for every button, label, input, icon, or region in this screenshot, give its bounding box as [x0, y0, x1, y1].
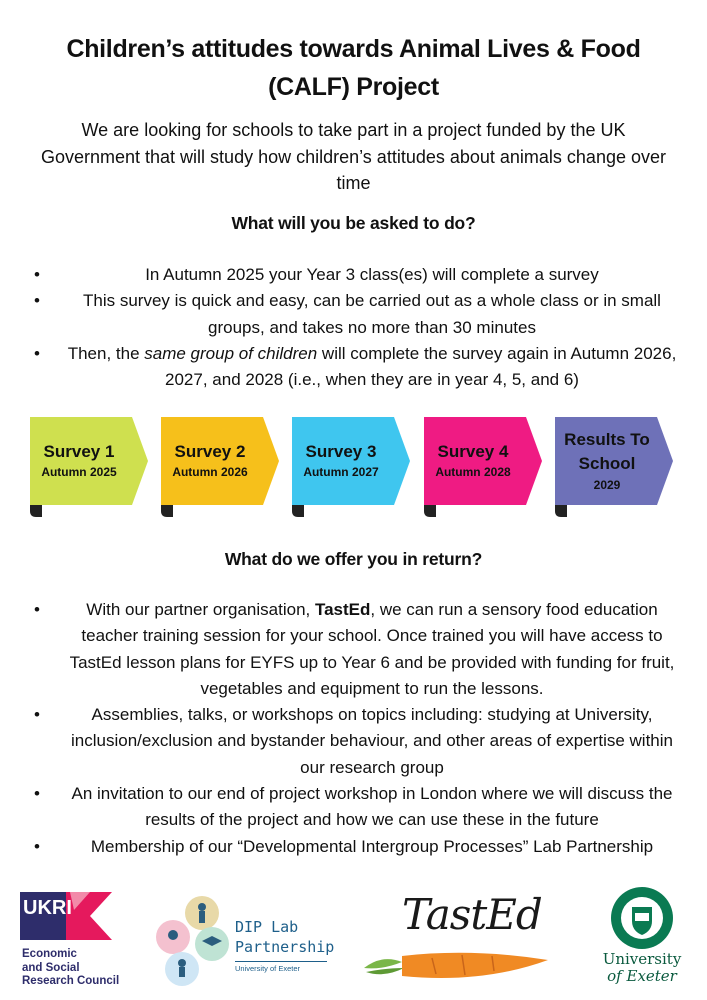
carrot-icon [362, 940, 552, 990]
step-title: Results To School [564, 430, 650, 473]
timeline-step-3 [288, 417, 410, 517]
exeter-logo [590, 885, 700, 995]
step-title: Survey 1 [43, 442, 115, 461]
section-heading-offer: What do we offer you in return? [224, 549, 483, 569]
tasted-logo [362, 890, 552, 990]
dip-university: University of Exeter [235, 961, 327, 973]
dip-lab-logo [155, 895, 335, 995]
list-item: • With our partner organisation, TastEd, we can run a sensory food education teacher training session for your school. Once trained you will have access to TastEd lesson plans for EYFS up to Year 6 and be provided with funding for fruit, vegetables and equipment to run the lessons. [24, 597, 684, 702]
esrc-name: Economic and Social Research Council [22, 948, 120, 987]
intro-text: We are looking for schools to take part in a project funded by the UK Government that will study how children’s attitudes about animals change over time [40, 120, 666, 193]
ukri-mark-icon [20, 890, 140, 946]
emphasis-text: same group of children [144, 343, 318, 363]
dip-name: DIP Lab Partnership [235, 918, 335, 956]
bullet-icon: • [34, 705, 40, 725]
bullet-icon: • [34, 343, 40, 363]
step-date: Autumn 2025 [41, 465, 117, 479]
banner-fold [555, 505, 567, 517]
list-item: • This survey is quick and easy, can be carried out as a whole class or in small groups, and takes no more than 30 minutes [24, 288, 684, 341]
timeline-step-1 [26, 417, 148, 517]
banner-fold [292, 505, 304, 517]
exeter-crest-icon [602, 885, 682, 951]
timeline-step-5 [551, 417, 673, 517]
ukri-esrc-logo [20, 890, 140, 990]
timeline-step-4 [420, 417, 542, 517]
step-date: Autumn 2027 [303, 465, 379, 479]
tasks-list [24, 262, 684, 393]
bullet-icon: • [34, 291, 40, 311]
page-title: Children’s attitudes towards Animal Lives & Food (CALF) Project [66, 35, 641, 101]
step-date: Autumn 2026 [172, 465, 248, 479]
bullet-icon: • [34, 265, 40, 284]
step-title: Survey 3 [305, 442, 377, 461]
ukri-mark-text: UKRI [23, 897, 72, 919]
step-date: 2029 [593, 478, 621, 492]
section-heading-tasks: What will you be asked to do? [231, 213, 476, 233]
banner-fold [30, 505, 42, 517]
tasted-wordmark: TastEd [402, 890, 542, 939]
step-date: Autumn 2028 [435, 465, 511, 479]
list-item: • Then, the same group of children will complete the survey again in Autumn 2026, 2027, and 2028 (i.e., when they are in year 4, 5, and 6) [24, 341, 684, 394]
banner-fold [161, 505, 173, 517]
step-title: Survey 4 [437, 442, 509, 461]
offer-list [24, 597, 684, 860]
list-item: • Membership of our “Developmental Intergroup Processes” Lab Partnership [24, 834, 684, 860]
step-title: Survey 2 [174, 442, 246, 461]
bullet-icon: • [34, 836, 40, 856]
list-item: • Assemblies, talks, or workshops on topics including: studying at University, inclusion/exclusion and bystander behaviour, and other areas of expertise within our research group [24, 702, 684, 781]
timeline-step-2 [157, 417, 279, 517]
banner-fold [424, 505, 436, 517]
dip-circles-icon [155, 895, 245, 990]
bullet-icon: • [34, 784, 40, 804]
exeter-name: University of Exeter [602, 950, 682, 985]
list-item: • In Autumn 2025 your Year 3 class(es) will complete a survey [24, 262, 684, 288]
bullet-icon: • [34, 600, 40, 619]
list-item: • An invitation to our end of project workshop in London where we will discuss the results of the project and how we can use these in the future [24, 781, 684, 834]
tasted-strong: TastEd [314, 600, 371, 619]
